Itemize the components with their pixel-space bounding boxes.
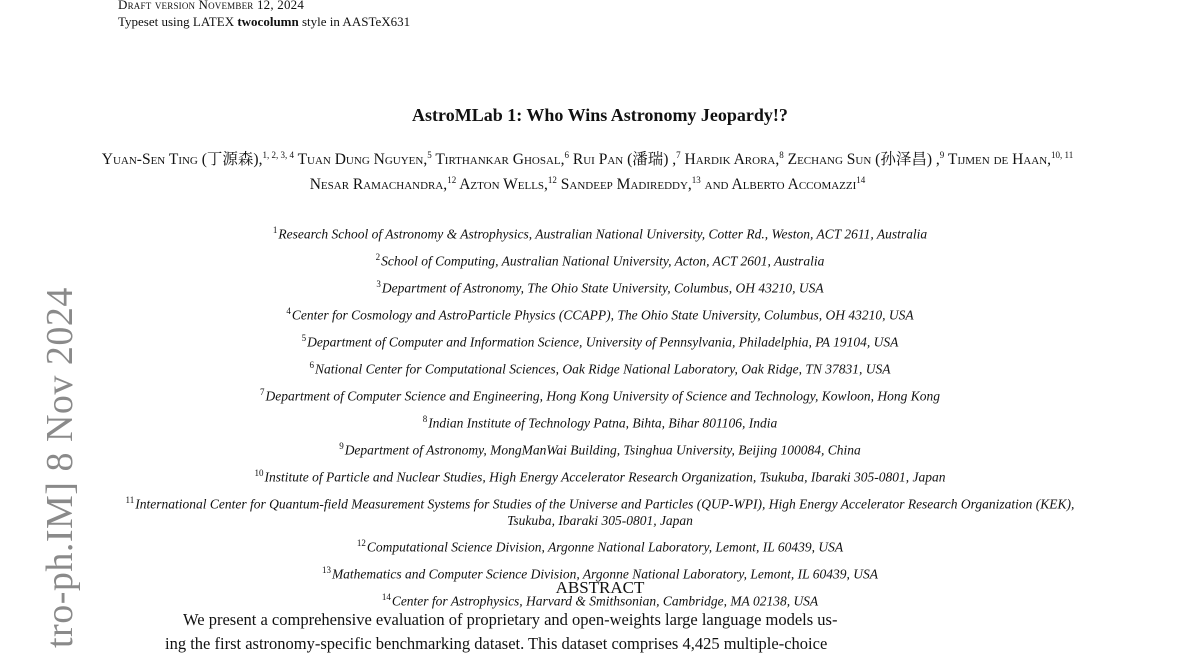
typeset-line: [118, 13, 410, 30]
author-name: Rui Pan (潘瑞) ,: [572, 151, 677, 169]
affiliation-text: Department of Computer and Information Science, University of Pennsylvania, Philadelphia, PA 19104, USA: [307, 334, 899, 350]
affiliation-item: [100, 384, 1100, 405]
latex-logo: LATEX: [192, 14, 235, 29]
affiliation-text: Department of Computer Science and Engineering, Hong Kong University of Science and Technology, Kowloon, Hong Kong: [265, 388, 940, 404]
author-name: Hardik Arora,: [684, 151, 780, 169]
author-affiliation-marker: 1, 2, 3, 4: [262, 150, 294, 160]
typeset-prefix: Typeset using: [118, 14, 193, 29]
abstract-line: ing the first astronomy-specific benchmarking dataset. This dataset comprises 4,425 multiple-choice: [165, 634, 828, 653]
author-list: [95, 145, 1080, 195]
author-name: Sandeep Madireddy,: [560, 176, 692, 194]
page-header: [118, 0, 410, 30]
author-affiliation-marker: 7: [676, 150, 681, 160]
draft-date: November 12, 2024: [198, 0, 305, 12]
affiliation-text: Computational Science Division, Argonne National Laboratory, Lemont, IL 60439, USA: [366, 539, 844, 555]
author-affiliation-marker: 9: [939, 150, 945, 160]
affiliation-number: 4: [286, 306, 291, 316]
author-name: Tirthankar Ghosal,: [435, 151, 565, 169]
author-name: Tuan Dung Nguyen,: [297, 151, 428, 169]
affiliation-number: 13: [321, 565, 331, 575]
affiliation-text: Center for Cosmology and AstroParticle Physics (CCAPP), The Ohio State University, Columbus, OH 43210, USA: [291, 307, 914, 323]
affiliation-number: 10: [254, 468, 264, 478]
affiliation-item: [100, 357, 1100, 378]
affiliation-text: International Center for Quantum-field Measurement Systems for Studies of the Universe and Particles (QUP-WPI), High Energy Accelerator Research Organization (KEK), Tsukuba, Ibaraki 305-0801, Japan: [135, 496, 1075, 528]
affiliation-number: 1: [272, 225, 278, 235]
affiliation-number: 14: [381, 592, 391, 602]
affiliation-text: National Center for Computational Sciences, Oak Ridge National Laboratory, Oak Ridge, TN 37831, USA: [314, 361, 891, 377]
affiliation-list: [100, 222, 1100, 616]
author-affiliation-marker: 6: [564, 150, 570, 160]
affiliation-text: Indian Institute of Technology Patna, Bihta, Bihar 801106, India: [428, 415, 778, 431]
affiliation-item: [100, 330, 1100, 351]
affiliation-item: [100, 222, 1100, 243]
affiliation-text: Department of Astronomy, MongManWai Building, Tsinghua University, Beijing 100084, China: [344, 442, 861, 458]
affiliation-number: 8: [422, 414, 428, 424]
affiliation-number: 5: [301, 333, 307, 343]
abstract-heading: ABSTRACT: [555, 578, 645, 597]
affiliation-item: [100, 535, 1100, 556]
author-name: Yuan-Sen Ting (丁源森),: [101, 151, 263, 169]
affiliation-number: 3: [376, 279, 381, 289]
author-name: Nesar Ramachandra,: [309, 176, 448, 194]
affiliation-item: [100, 276, 1100, 297]
affiliation-number: 2: [375, 252, 381, 262]
author-affiliation-marker: 10, 11: [1051, 150, 1074, 160]
affiliation-item: [100, 492, 1100, 529]
affiliation-item: [100, 411, 1100, 432]
author-affiliation-marker: 12: [447, 175, 457, 186]
paper-title: AstroMLab 1: Who Wins Astronomy Jeopardy!?: [412, 105, 788, 125]
arxiv-stamp: tro-ph.IM] 8 Nov 2024: [39, 287, 81, 648]
affiliation-text: Mathematics and Computer Science Division, Argonne National Laboratory, Lemont, IL 60439, USA: [331, 566, 879, 582]
affiliation-item: [100, 303, 1100, 324]
typeset-suffix: style in AASTeX631: [298, 14, 411, 29]
author-affiliation-marker: 8: [779, 150, 784, 160]
affiliation-number: 9: [339, 441, 344, 451]
affiliation-text: School of Computing, Australian National University, Acton, ACT 2601, Australia: [381, 253, 825, 269]
author-name: Zechang Sun (孙泽昌) ,: [787, 151, 940, 169]
typeset-style: twocolumn: [237, 14, 299, 29]
author-name: and Alberto Accomazzi: [704, 176, 857, 194]
affiliation-item: [100, 438, 1100, 459]
author-affiliation-marker: 12: [547, 175, 557, 186]
author-affiliation-marker: 13: [691, 175, 701, 186]
affiliation-number: 11: [125, 495, 135, 505]
author-name: Tijmen de Haan,: [947, 151, 1052, 169]
affiliation-number: 7: [260, 387, 265, 397]
affiliation-text: Research School of Astronomy & Astrophysics, Australian National University, Cotter Rd., Weston, ACT 2611, Australia: [278, 226, 928, 242]
draft-label: Draft version: [118, 0, 196, 12]
affiliation-item: [100, 465, 1100, 486]
affiliation-text: Department of Astronomy, The Ohio State University, Columbus, OH 43210, USA: [381, 280, 824, 296]
affiliation-number: 6: [309, 360, 314, 370]
affiliation-text: Institute of Particle and Nuclear Studies, High Energy Accelerator Research Organization, Tsukuba, Ibaraki 305-0801, Japan: [264, 469, 946, 485]
author-affiliation-marker: 14: [856, 175, 866, 186]
draft-version-line: [118, 0, 410, 13]
abstract-line: We present a comprehensive evaluation of proprietary and open-weights large language models us-: [183, 610, 838, 629]
affiliation-item: [100, 249, 1100, 270]
affiliation-number: 12: [356, 538, 366, 548]
affiliation-text: Center for Astrophysics, Harvard & Smithsonian, Cambridge, MA 02138, USA: [391, 593, 819, 609]
abstract-body: [165, 608, 1035, 656]
author-affiliation-marker: 5: [427, 150, 432, 160]
author-name: Azton Wells,: [459, 176, 548, 194]
